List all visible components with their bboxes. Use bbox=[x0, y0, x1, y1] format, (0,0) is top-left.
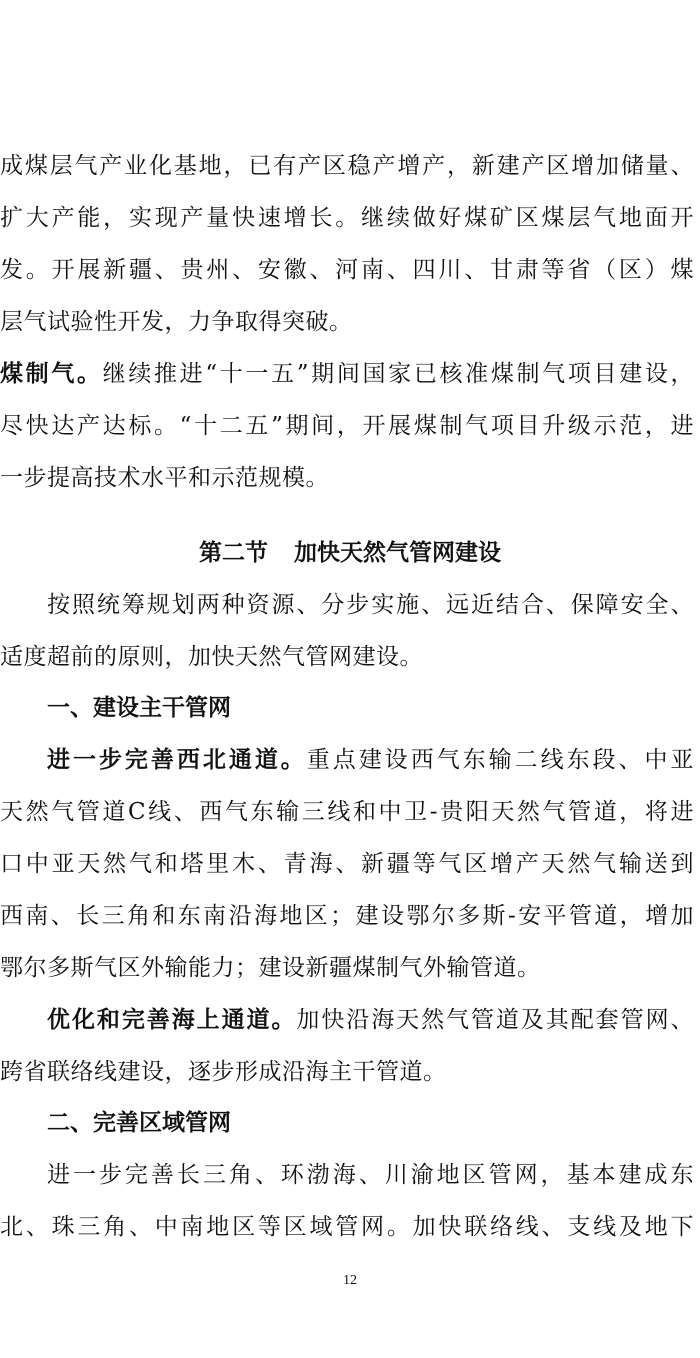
paragraph-coal-to-gas bbox=[0, 348, 700, 504]
text-line: 适度超前的原则，加快天然气管网建设。 bbox=[0, 644, 423, 670]
paragraph-northwest-channel bbox=[0, 734, 700, 994]
bold-lead: 优化和完善海上通道。 bbox=[47, 1007, 297, 1033]
text-line: 西南、长三角和东南沿海地区；建设鄂尔多斯-安平管道，增加 bbox=[0, 903, 694, 929]
subheading-main-pipelines: 一、建设主干管网 bbox=[47, 695, 231, 721]
text-run: 重点建设西气东输二线东段、中亚 bbox=[306, 747, 695, 773]
text-line bbox=[0, 734, 694, 786]
page-number: 12 bbox=[343, 1273, 357, 1288]
text-run: 加快沿海天然气管道及其配套管网、 bbox=[296, 1007, 695, 1033]
bold-lead: 进一步完善西北通道。 bbox=[47, 747, 307, 773]
text-line bbox=[0, 994, 694, 1046]
text-line: 口中亚天然气和塔里木、青海、新疆等气区增产天然气输送到 bbox=[0, 851, 694, 877]
text-line: 一步提高技术水平和示范规模。 bbox=[0, 465, 329, 491]
text-line: 跨省联络线建设，逐步形成沿海主干管道。 bbox=[0, 1059, 447, 1085]
subheading-regional-networks: 二、完善区域管网 bbox=[47, 1110, 231, 1136]
text-line: 层气试验性开发，力争取得突破。 bbox=[0, 309, 353, 335]
section-title: 加快天然气管网建设 bbox=[294, 540, 501, 566]
text-line: 发。开展新疆、贵州、安徽、河南、四川、甘肃等省（区）煤 bbox=[0, 257, 694, 283]
paragraph-offshore-channel bbox=[0, 994, 700, 1098]
paragraph-principles bbox=[0, 579, 700, 683]
text-line: 按照统筹规划两种资源、分步实施、远近结合、保障安全、 bbox=[47, 592, 694, 618]
bold-lead: 煤制气。 bbox=[0, 361, 103, 387]
section-number: 第二节 bbox=[199, 540, 268, 566]
paragraph-regional-networks bbox=[0, 1149, 700, 1253]
text-line bbox=[0, 348, 694, 400]
paragraph-coalbed-methane bbox=[0, 140, 700, 348]
text-line: 成煤层气产业化基地，已有产区稳产增产，新建产区增加储量、 bbox=[0, 153, 694, 179]
text-line: 扩大产能，实现产量快速增长。继续做好煤矿区煤层气地面开 bbox=[0, 205, 694, 231]
text-run: 继续推进“十一五”期间国家已核准煤制气项目建设， bbox=[102, 361, 694, 387]
text-line: 北、珠三角、中南地区等区域管网。加快联络线、支线及地下 bbox=[0, 1214, 694, 1240]
text-line: 天然气管道C线、西气东输三线和中卫-贵阳天然气管道，将进 bbox=[0, 799, 694, 825]
text-line: 进一步完善长三角、环渤海、川渝地区管网，基本建成东 bbox=[47, 1162, 694, 1188]
text-line: 鄂尔多斯气区外输能力；建设新疆煤制气外输管道。 bbox=[0, 955, 541, 981]
text-line: 尽快达产达标。“十二五”期间，开展煤制气项目升级示范，进 bbox=[0, 413, 694, 439]
section-heading bbox=[0, 527, 700, 579]
